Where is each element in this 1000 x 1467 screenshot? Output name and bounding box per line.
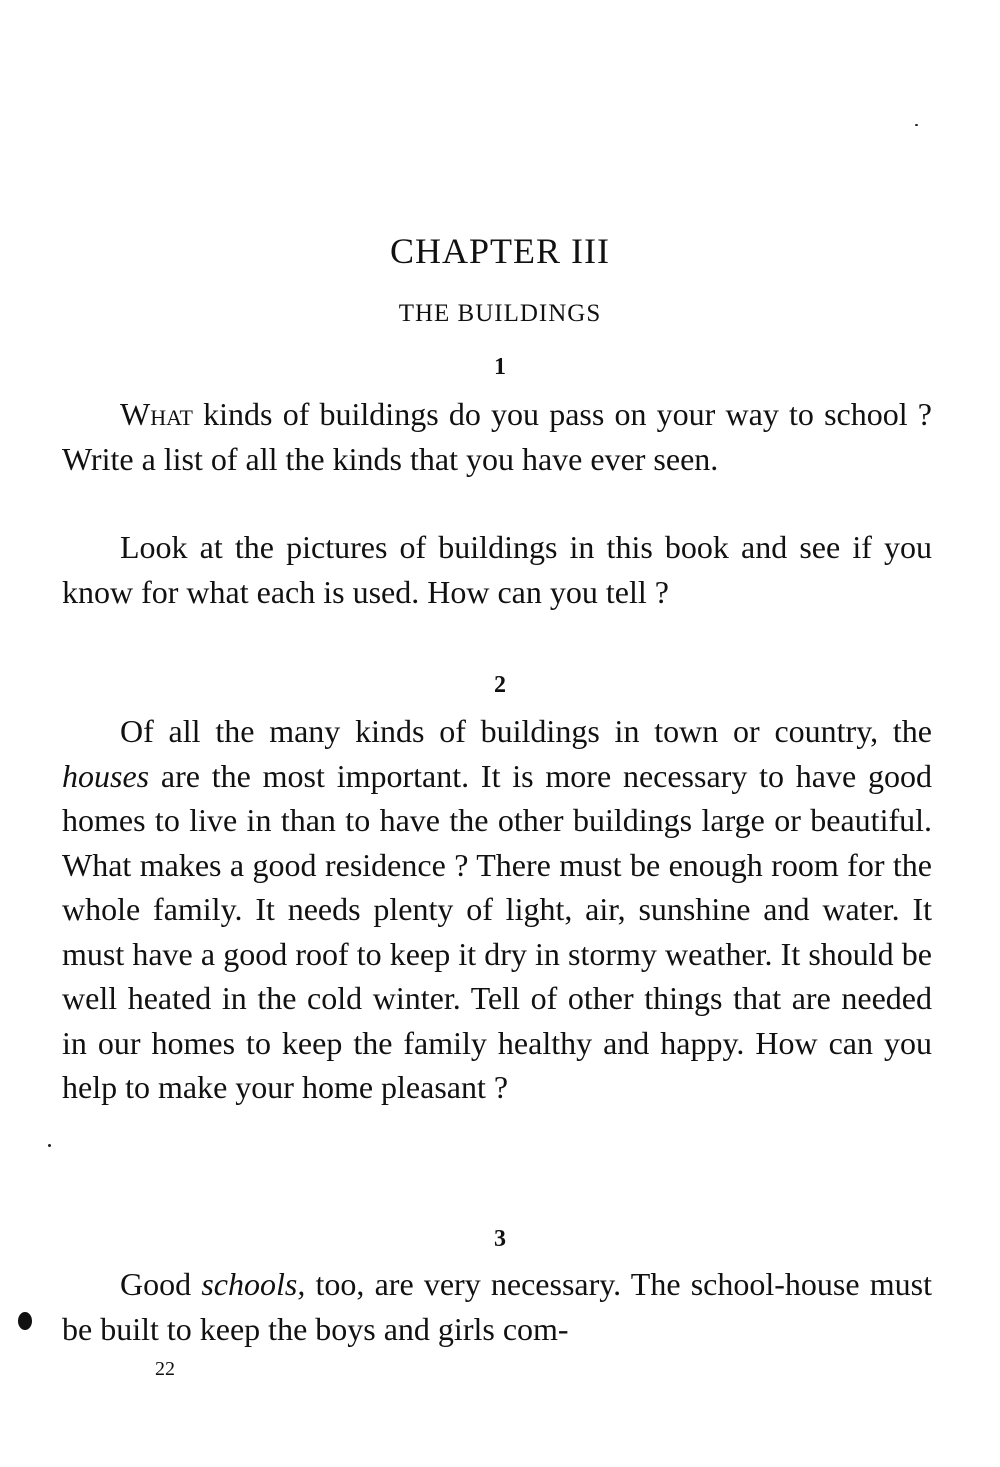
emphasis-houses: houses [62, 757, 150, 794]
paragraph-text-before: Good [120, 1266, 202, 1302]
emphasis-schools: schools, [201, 1266, 306, 1302]
paragraph-text: kinds of buildings do you pass on your way to school ? Write a list of all the kinds that you have ever seen. [62, 396, 932, 477]
paragraph-1-2: Look at the pictures of buildings in this book and see if you know for what each is used. How can you tell ? [62, 529, 932, 610]
paragraph-2-1 [62, 709, 932, 1110]
section-number-2: 2 [494, 672, 506, 698]
paragraph-text-before: Of all the many kinds of buildings in town or country, the [120, 713, 932, 749]
paragraph-lead-word: What [120, 396, 193, 432]
paragraph-3-1 [62, 1262, 932, 1351]
section-number-3: 3 [494, 1226, 506, 1252]
scan-speck [915, 124, 918, 126]
page-number: 22 [155, 1358, 175, 1380]
paragraph-1-1 [62, 392, 932, 481]
paragraph-text-after: are the most important. It is more necessary to have good homes to live in than to have the other buildings large or beautiful. What makes a good residence ? There must be enough room for the whole family. It needs plenty of light, air, sunshine and water. It must have a good roof to keep it dry in stormy weather. It should be well heated in the cold winter. Tell of other things that are needed in our homes to keep the family healthy and happy. How can you help to make your home pleasant ? [62, 757, 932, 1105]
scan-speck [48, 1144, 51, 1147]
paragraph-text-after: too, are very necessary. The school-house must be built to keep the boys and girls com- [62, 1266, 933, 1347]
chapter-title: CHAPTER III [390, 231, 610, 271]
ink-blot [18, 1312, 32, 1330]
chapter-subtitle: THE BUILDINGS [398, 300, 602, 327]
section-number-1: 1 [494, 354, 506, 380]
